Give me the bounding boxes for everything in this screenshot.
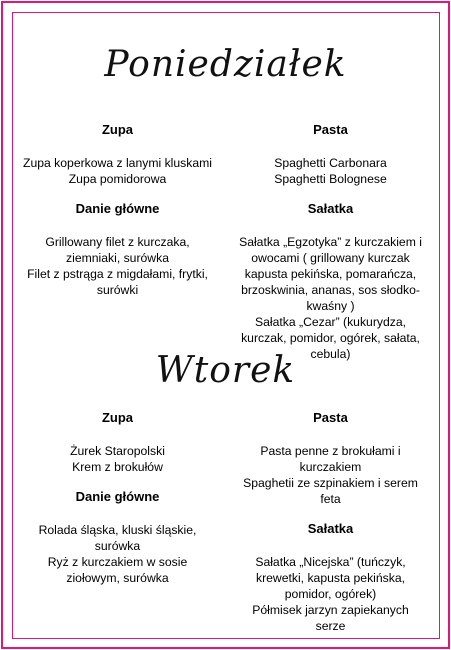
menu-item: Sałatka „Egzotyka” z kurczakiem i [239, 235, 422, 249]
menu-item: surówka [94, 539, 141, 553]
menu-item: Sałatka „Nicejska” (tuńczyk, [255, 555, 406, 569]
day-title-monday: Poniedziałek [104, 44, 347, 85]
tuesday-soup-list [10, 443, 225, 475]
menu-item: Półmisek jarzyn zapiekanych [252, 603, 409, 617]
monday-salad-list [223, 234, 438, 362]
menu-item: Zupa koperkowa z lanymi kluskami [23, 156, 212, 170]
tuesday-main-list [10, 522, 225, 586]
menu-item: Zupa pomidorowa [68, 172, 167, 186]
tuesday-pasta-list [223, 443, 438, 507]
tuesday-main-heading: Danie główne [75, 489, 160, 504]
menu-item: kurczakiem [299, 460, 362, 474]
menu-item: ziemniaki, surówka [66, 251, 169, 265]
monday-left-column [10, 122, 225, 298]
menu-item: Spaghetti Bolognese [274, 172, 387, 186]
monday-soup-list [10, 155, 225, 187]
menu-item: ziołowym, surówka [66, 571, 169, 585]
monday-pasta-heading: Pasta [313, 122, 348, 137]
tuesday-pasta-heading: Pasta [313, 410, 348, 425]
menu-item: Spaghetti Carbonara [274, 156, 387, 170]
menu-item: Żurek Staropolski [70, 444, 165, 458]
menu-item: pomidor, ogórek) [284, 587, 377, 601]
menu-item: kurczak, pomidor, ogórek, sałata, [241, 331, 420, 345]
monday-salad-heading: Sałatka [307, 201, 354, 216]
menu-item: Spaghetii ze szpinakiem i serem [243, 476, 418, 490]
monday-pasta-list [223, 155, 438, 187]
menu-item: Krem z brokułów [72, 460, 163, 474]
monday-main-heading: Danie główne [75, 201, 160, 216]
tuesday-salad-list [223, 554, 438, 634]
tuesday-right-column [223, 410, 438, 634]
menu-item: Filet z pstrąga z migdałami, frytki, [27, 267, 208, 281]
menu-item: serze [315, 619, 346, 633]
menu-item: Ryż z kurczakiem w sosie [47, 555, 188, 569]
tuesday-salad-heading: Sałatka [307, 521, 354, 536]
menu-item: kapusta pekińska, pomarańcza, [244, 267, 417, 281]
menu-item: surówki [96, 283, 139, 297]
menu-item: cebula) [310, 347, 351, 361]
monday-right-column [223, 122, 438, 362]
tuesday-soup-heading: Zupa [101, 410, 134, 425]
menu-item: kwaśny ) [306, 299, 355, 313]
day-title-tuesday: Wtorek [155, 350, 296, 391]
monday-main-list [10, 234, 225, 298]
menu-item: Sałatka „Cezar” (kukurydza, [254, 315, 407, 329]
menu-item: Grillowany filet z kurczaka, [45, 235, 190, 249]
menu-item: brzoskwinia, ananas, sos słodko- [241, 283, 420, 297]
menu-item: Pasta penne z brokułami i [260, 444, 401, 458]
menu-item: feta [320, 492, 341, 506]
menu-item: krewetki, kapusta pekińska, [255, 571, 406, 585]
tuesday-left-column [10, 410, 225, 586]
monday-soup-heading: Zupa [101, 122, 134, 137]
menu-item: owocami ( grillowany kurczak [251, 251, 410, 265]
menu-item: Rolada śląska, kluski śląskie, [38, 523, 197, 537]
